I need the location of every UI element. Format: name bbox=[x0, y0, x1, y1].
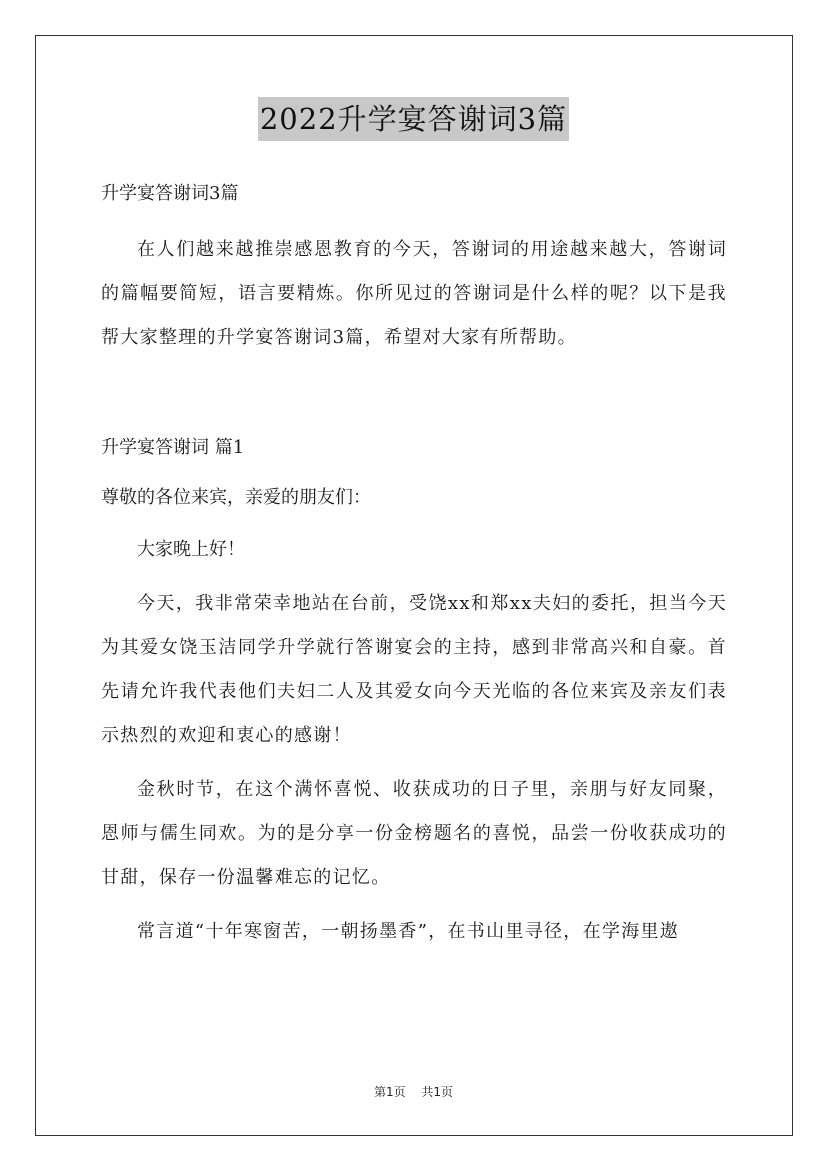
section-spacer bbox=[101, 370, 727, 426]
title-area bbox=[0, 97, 827, 141]
document-body bbox=[101, 172, 727, 964]
salutation: 尊敬的各位来宾，亲爱的朋友们： bbox=[101, 487, 371, 508]
page-footer bbox=[0, 1083, 827, 1100]
greeting-line: 大家晚上好！ bbox=[137, 539, 245, 560]
body-paragraph-1: 今天，我非常荣幸地站在台前，受饶xx和郑xx夫妇的委托，担当今天为其爱女饶玉洁同学升学就行答谢宴会的主持，感到非常高兴和自豪。首先请允许我代表他们夫妇二人及其爱女向今天光临的各位来宾及亲友们表示热烈的欢迎和衷心的感谢！ bbox=[101, 593, 727, 746]
body-paragraph-2: 金秋时节，在这个满怀喜悦、收获成功的日子里，亲朋与好友同聚，恩师与儒生同欢。为的是分享一份金榜题名的喜悦，品尝一份收获成功的甘甜，保存一份温馨难忘的记忆。 bbox=[101, 779, 727, 888]
document-subtitle: 升学宴答谢词3篇 bbox=[101, 183, 239, 204]
body-paragraph-3: 常言道“十年寒窗苦，一朝扬墨香”，在书山里寻径，在学海里遨 bbox=[137, 921, 680, 942]
page-number: 第1页 bbox=[373, 1085, 406, 1099]
intro-paragraph: 在人们越来越推崇感恩教育的今天，答谢词的用途越来越大，答谢词的篇幅要简短，语言要精炼。你所见过的答谢词是什么样的呢？以下是我帮大家整理的升学宴答谢词3篇，希望对大家有所帮助。 bbox=[101, 239, 727, 348]
document-title: 2022升学宴答谢词3篇 bbox=[258, 97, 569, 141]
section-heading: 升学宴答谢词 篇1 bbox=[101, 437, 245, 458]
page-total: 共1页 bbox=[421, 1085, 454, 1099]
